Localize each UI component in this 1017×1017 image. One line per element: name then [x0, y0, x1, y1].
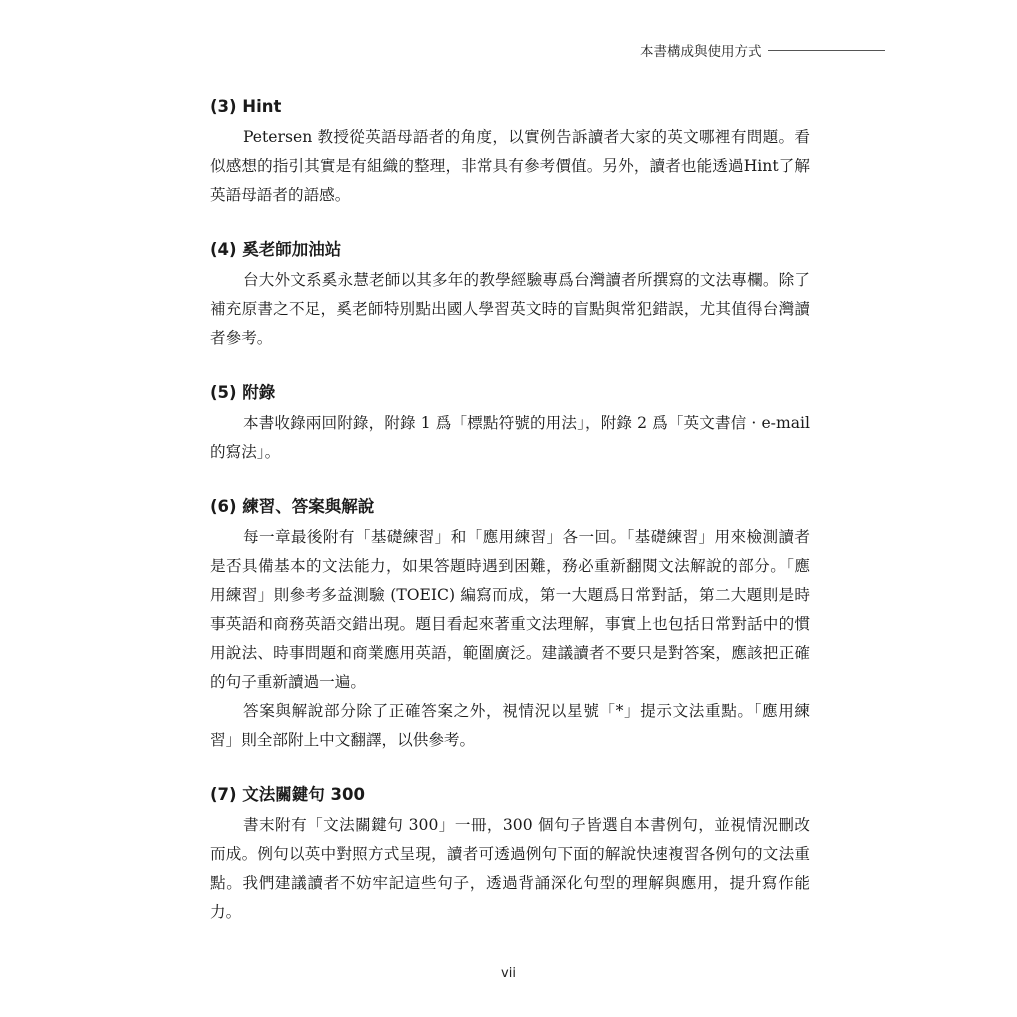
running-header-title: 本書構成與使用方式: [640, 44, 762, 60]
section-heading: (3) Hint: [210, 97, 282, 116]
running-header-rule: [768, 50, 886, 51]
page-body: [210, 92, 810, 952]
running-header: [640, 38, 885, 62]
section-teacher-column: [210, 235, 810, 353]
section-heading: (5) 附錄: [210, 383, 276, 402]
section-heading: (7) 文法關鍵句 300: [210, 785, 365, 804]
body-paragraph: 答案與解說部分除了正確答案之外，視情況以星號「*」提示文法重點。「應用練習」則全部附上中文翻譯，以供參考。: [210, 702, 810, 749]
section-heading: (6) 練習、答案與解說: [210, 497, 375, 516]
body-paragraph: 書末附有「文法關鍵句 300」一冊，300 個句子皆選自本書例句，並視情況刪改而成。例句以英中對照方式呈現，讀者可透過例句下面的解說快速複習各例句的文法重點。我們建議讀者不妨牢記這些句子，透過背誦深化句型的理解與應用，提升寫作能力。: [210, 816, 810, 921]
section-appendix: [210, 378, 810, 467]
section-exercises: [210, 492, 810, 755]
body-paragraph: 每一章最後附有「基礎練習」和「應用練習」各一回。「基礎練習」用來檢測讀者是否具備基本的文法能力，如果答題時遇到困難，務必重新翻閱文法解說的部分。「應用練習」則參考多益測驗 (TOEIC) 編寫而成，第一大題爲日常對話，第二大題則是時事英語和商務英語交錯出現。題目看起來著重文法理解，事實上也包括日常對話中的慣用說法、時事問題和商業應用英語，範圍廣泛。建議讀者不要只是對答案，應該把正確的句子重新讀過一遍。: [210, 528, 810, 691]
body-paragraph: Petersen 教授從英語母語者的角度，以實例告訴讀者大家的英文哪裡有問題。看似感想的指引其實是有組織的整理，非常具有參考價值。另外，讀者也能透過Hint了解英語母語者的語感。: [210, 128, 810, 204]
section-key-sentences: [210, 780, 810, 927]
section-hint: [210, 92, 810, 210]
page-number: vii: [501, 966, 516, 981]
section-heading: (4) 奚老師加油站: [210, 240, 342, 259]
body-paragraph: 台大外文系奚永慧老師以其多年的教學經驗專爲台灣讀者所撰寫的文法專欄。除了補充原書之不足，奚老師特別點出國人學習英文時的盲點與常犯錯誤，尤其值得台灣讀者參考。: [210, 271, 810, 347]
body-paragraph: 本書收錄兩回附錄，附錄 1 爲「標點符號的用法」，附錄 2 爲「英文書信 · e-mail 的寫法」。: [210, 414, 810, 461]
